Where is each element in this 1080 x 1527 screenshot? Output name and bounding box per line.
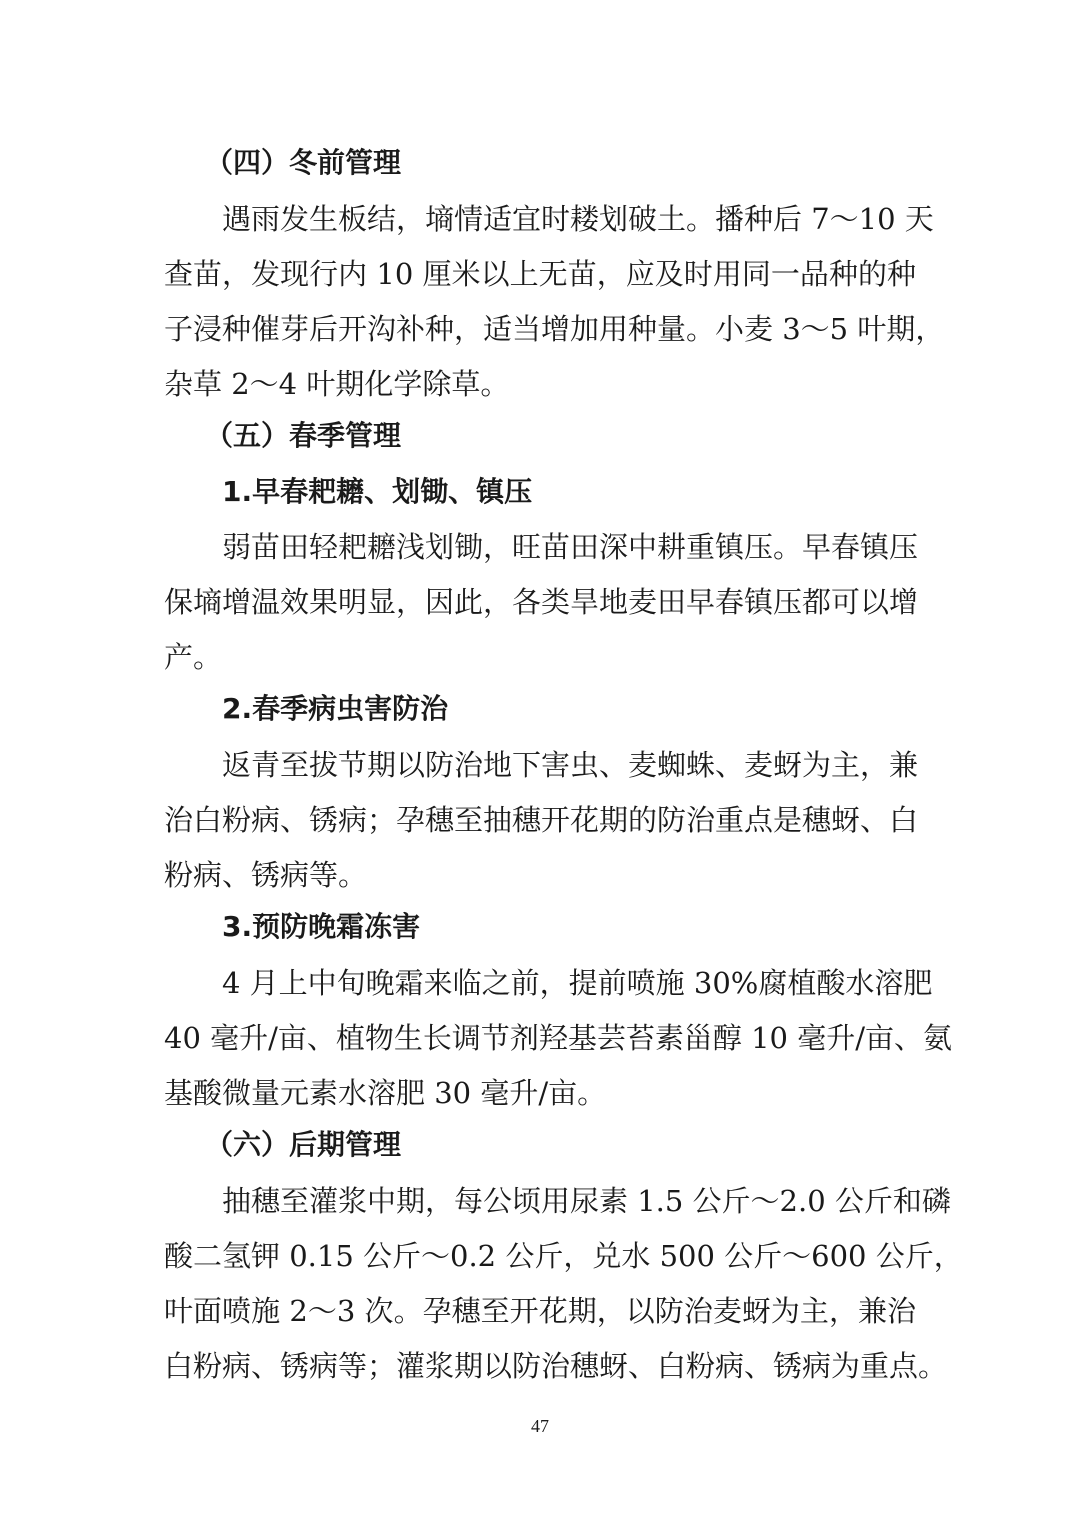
paragraph-line: 子浸种催芽后开沟补种，适当增加用种量。小麦 3～5 叶期， [164,312,945,346]
paragraph-line: 白粉病、锈病等；灌浆期以防治穗蚜、白粉病、锈病为重点。 [164,1349,948,1383]
paragraph-line: 弱苗田轻耙耱浅划锄，旺苗田深中耕重镇压。早春镇压 [222,530,919,564]
section-heading-winter: （四）冬前管理 [205,146,402,179]
section-heading-late-stage: （六）后期管理 [205,1128,402,1161]
section-heading-spring: （五）春季管理 [205,419,402,452]
paragraph-line: 叶面喷施 2～3 次。孕穗至开花期，以防治麦蚜为主，兼治 [164,1294,916,1328]
paragraph-line: 治白粉病、锈病；孕穗至抽穗开花期的防治重点是穗蚜、白 [164,803,919,837]
paragraph-line: 遇雨发生板结，墒情适宜时耧划破土。播种后 7～10 天 [222,202,934,236]
paragraph-line: 返青至拔节期以防治地下害虫、麦蜘蛛、麦蚜为主，兼 [222,748,919,782]
paragraph-line: 酸二氢钾 0.15 公斤～0.2 公斤，兑水 500 公斤～600 公斤， [164,1239,963,1273]
paragraph-line: 40 毫升/亩、植物生长调节剂羟基芸苔素甾醇 10 毫升/亩、氨 [164,1021,952,1055]
paragraph-line: 抽穗至灌浆中期，每公顷用尿素 1.5 公斤～2.0 公斤和磷 [222,1184,951,1218]
paragraph-line: 查苗，发现行内 10 厘米以上无苗，应及时用同一品种的种 [164,257,916,291]
subsection-heading-pest-control: 2.春季病虫害防治 [222,692,449,725]
subsection-heading-frost: 3.预防晚霜冻害 [222,910,421,943]
paragraph-line: 杂草 2～4 叶期化学除草。 [164,367,510,401]
paragraph-line: 基酸微量元素水溶肥 30 毫升/亩。 [164,1076,607,1110]
paragraph-line: 产。 [164,640,223,674]
paragraph-line: 4 月上中旬晚霜来临之前，提前喷施 30%腐植酸水溶肥 [222,966,933,1000]
page-number: 47 [531,1416,549,1436]
paragraph-line: 保墒增温效果明显，因此，各类旱地麦田早春镇压都可以增 [164,585,919,619]
paragraph-line: 粉病、锈病等。 [164,858,368,892]
subsection-heading-early-spring: 1.早春耙耱、划锄、镇压 [222,475,533,508]
